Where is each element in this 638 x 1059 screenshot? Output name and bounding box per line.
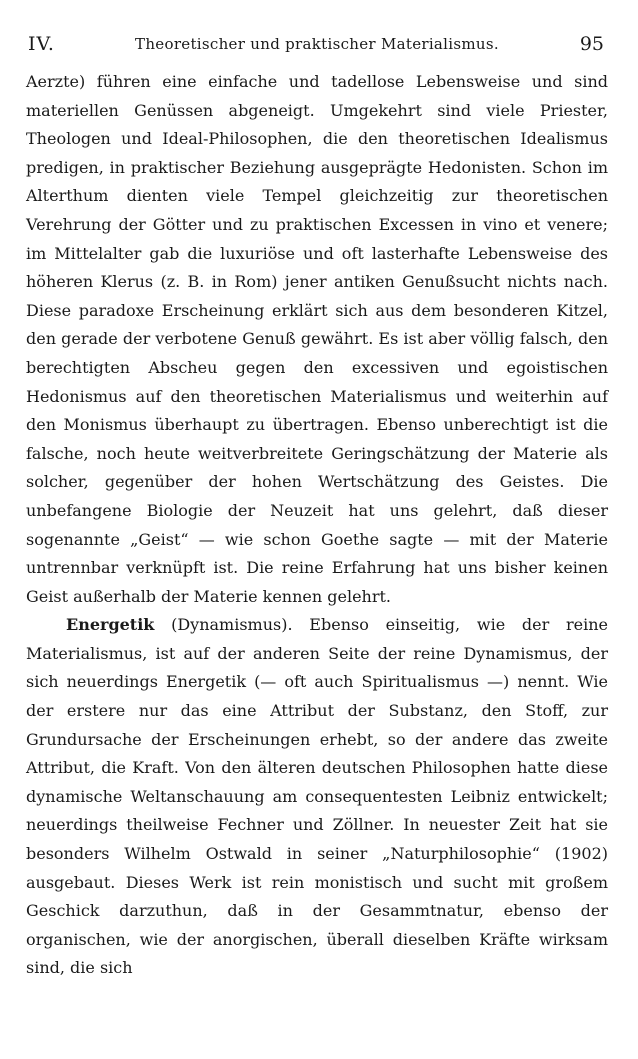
- paragraph-text: Aerzte) führen eine einfache und tadellose Lebensweise und sind materiellen Genüssen abgeneigt. Umgekehrt sind viele Priester, Theologen und Ideal-Philosophen, die den theoretischen Idealismus predigen, in praktischer Beziehung ausgeprägte Hedonisten. Schon im Alterthum dienten viele Tempel gleichzeitig zur theoretischen Verehrung der Götter und zu praktischen Excessen in vino et venere; im Mittelalter gab die luxuriöse und oft lasterhafte Lebensweise des höheren Klerus (z. B. in Rom) jener antiken Genußsucht nichts nach. Diese paradoxe Erscheinung erklärt sich aus dem besonderen Kitzel, den gerade der verbotene Genuß gewährt. Es ist aber völlig falsch, den berechtigten Abscheu gegen den excessiven und egoistischen Hedonismus auf den theoretischen Materialismus und weiterhin auf den Monismus überhaupt zu übertragen. Ebenso unberechtigt ist die falsche, noch heute weitverbreitete Geringschätzung der Materie als solcher, gegenüber der hohen Wertschätzung des Geistes. Die unbefangene Biologie der Neuzeit hat uns gelehrt, daß dieser sogenannte „Geist“ — wie schon Goethe sagte — mit der Materie untrennbar verknüpft ist. Die reine Erfahrung hat uns bisher keinen Geist außerhalb der Materie kennen gelehrt.: [26, 72, 608, 606]
- paragraph: [26, 68, 608, 611]
- body-text: [26, 68, 608, 983]
- paragraph: [26, 611, 608, 983]
- page-number: 95: [579, 33, 604, 55]
- chapter-number: IV.: [28, 33, 55, 55]
- paragraph-lead-term: Energetik: [66, 615, 155, 635]
- running-title: Theoretischer und praktischer Materialismus.: [135, 35, 499, 53]
- page-header: [26, 30, 608, 58]
- paragraph-text: (Dynamismus). Ebenso einseitig, wie der reine Materialismus, ist auf der anderen Seite der reine Dynamismus, der sich neuerdings Energetik (— oft auch Spiritualismus —) nennt. Wie der erstere nur das eine Attribut der Substanz, den Stoff, zur Grundursache der Erscheinungen erhebt, so der andere das zweite Attribut, die Kraft. Von den älteren deutschen Philosophen hatte diese dynamische Weltanschauung am consequentesten Leibniz entwickelt; neuerdings theilweise Fechner und Zöllner. In neuester Zeit hat sie besonders Wilhelm Ostwald in seiner „Naturphilosophie“ (1902) ausgebaut. Dieses Werk ist rein monistisch und sucht mit großem Geschick darzuthun, daß in der Gesammtnatur, ebenso der organischen, wie der anorgischen, überall dieselben Kräfte wirksam sind, die sich: [26, 615, 608, 978]
